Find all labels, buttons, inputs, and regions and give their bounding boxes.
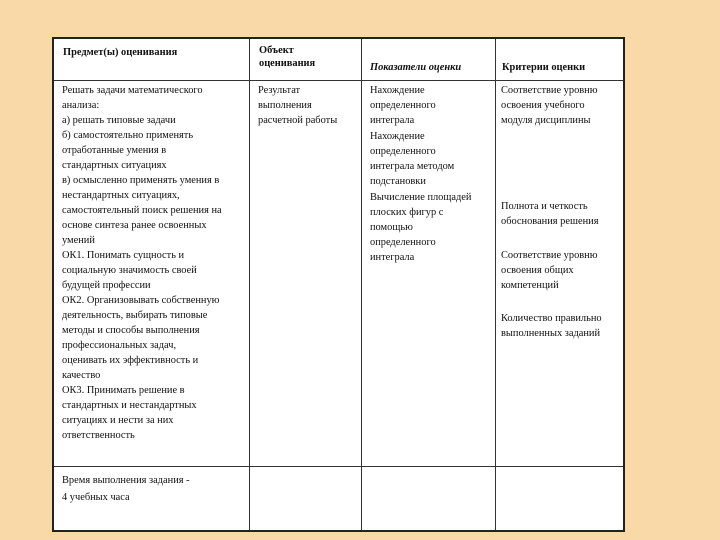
subject-line: оценивать их эффективность и [62,355,199,366]
column-divider [495,39,496,530]
subject-line: умений [62,235,95,246]
indicator-line: Вычисление площадей [370,192,472,203]
criterion-line: Полнота и четкость [501,201,588,212]
footer-line: 4 учебных часа [62,492,130,503]
criterion-line: Соответствие уровню [501,85,598,96]
column-divider [361,39,362,530]
subject-line: а) решать типовые задачи [62,115,176,126]
assessment-table [52,37,625,532]
object-line: расчетной работы [258,115,338,126]
row-divider [54,80,623,81]
indicator-line: интеграла [370,252,415,263]
criterion-line: Соответствие уровню [501,250,598,261]
subject-line: ОК3. Принимать решение в [62,385,185,396]
criterion-line: компетенций [501,280,559,291]
object-line: Результат [258,85,301,96]
criterion-line: обоснования решения [501,216,599,227]
subject-line: методы и способы выполнения [62,325,200,336]
subject-line: ответственность [62,430,135,441]
subject-line: ОК1. Понимать сущность и [62,250,185,261]
header-indicators: Показатели оценки [370,62,462,73]
subject-line: основе синтеза ранее освоенных [62,220,207,231]
criterion-line: модуля дисциплины [501,115,591,126]
footer-time-cell [62,472,247,506]
subject-line: стандартных и нестандартных [62,400,197,411]
criterion-2 [501,199,625,229]
header-subject: Предмет(ы) оценивания [63,47,178,58]
indicator-line: помощью [370,222,413,233]
criterion-line: освоения общих [501,265,574,276]
object-line: выполнения [258,100,312,111]
subject-line: профессиональных задач, [62,340,177,351]
row-divider [54,466,623,467]
criterion-1 [501,83,625,128]
subject-line: анализа: [62,100,100,111]
header-object-line: Объект [259,45,294,56]
indicator-line: определенного [370,100,436,111]
subject-line: самостоятельный поиск решения на [62,205,222,216]
criterion-line: выполненных заданий [501,328,601,339]
subject-line: ситуациях и нести за них [62,415,174,426]
subject-line: качество [62,370,101,381]
subject-line: стандартных ситуациях [62,160,167,171]
criterion-3 [501,248,625,293]
subject-line: отработанные умения в [62,145,167,156]
column-divider [249,39,250,530]
criterion-line: освоения учебного [501,100,585,111]
subject-line: деятельность, выбирать типовые [62,310,208,321]
indicator-line: Нахождение [370,131,425,142]
subject-line: в) осмысленно применять умения в [62,175,220,186]
subject-line: социальную значимость своей [62,265,197,276]
criterion-4 [501,311,625,341]
object-cell [258,83,360,128]
header-object-line: оценивания [259,58,316,69]
indicator-line: Нахождение [370,85,425,96]
subject-line: будущей профессии [62,280,151,291]
header-object [259,44,315,70]
indicator-line: интеграла методом [370,161,455,172]
indicator-line: интеграла [370,115,415,126]
indicator-line: определенного [370,146,436,157]
subject-line: нестандартных ситуациях, [62,190,180,201]
footer-line: Время выполнения задания - [62,475,190,486]
indicator-line: определенного [370,237,436,248]
criterion-line: Количество правильно [501,313,602,324]
header-criteria: Критерии оценки [502,62,586,73]
indicator-line: плоских фигур с [370,207,444,218]
subject-cell [62,83,247,443]
subject-line: Решать задачи математического [62,85,203,96]
indicator-line: подстановки [370,176,426,187]
subject-line: ОК2. Организовывать собственную [62,295,220,306]
subject-line: б) самостоятельно применять [62,130,194,141]
indicators-cell [370,83,494,265]
